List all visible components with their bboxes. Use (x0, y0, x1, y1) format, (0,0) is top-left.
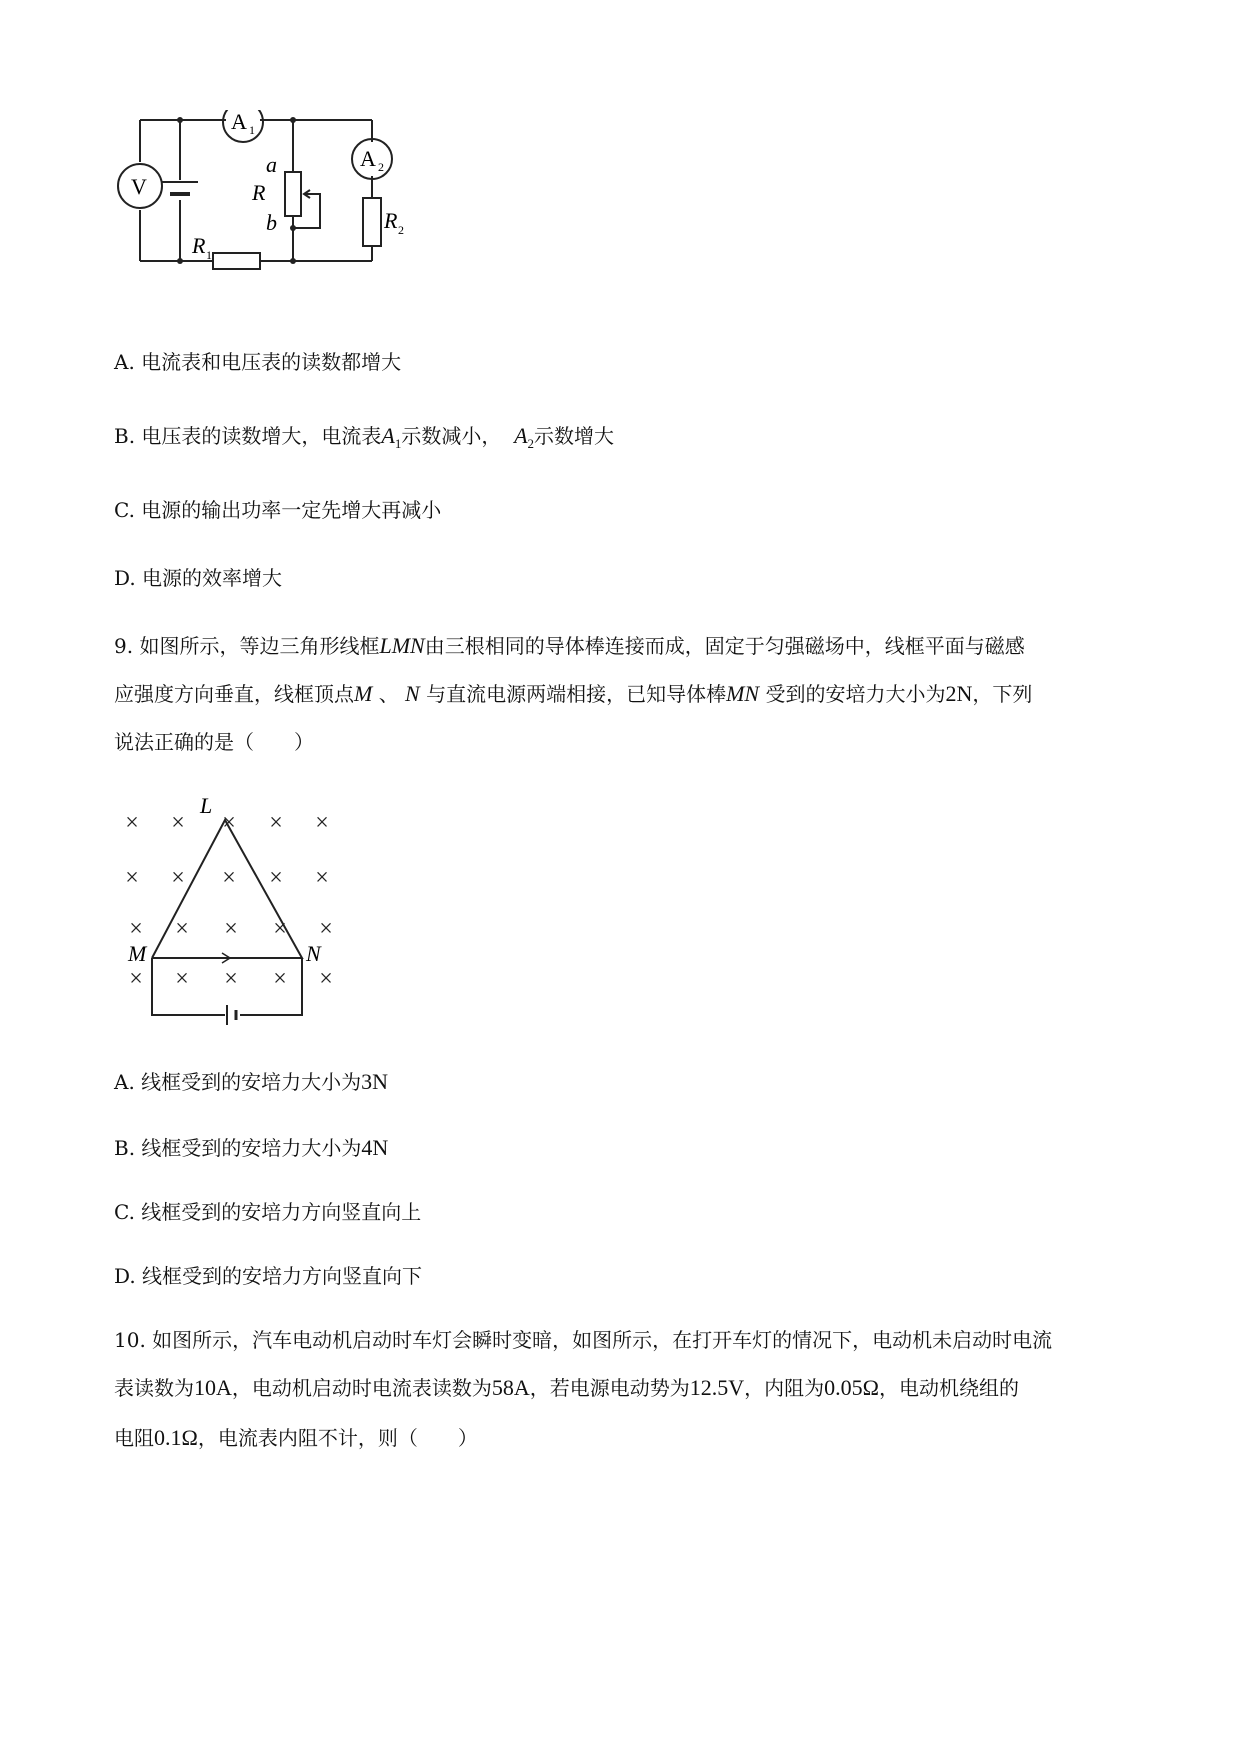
svg-text:×: × (175, 966, 189, 992)
q9-stem-line3: 说法正确的是（ ） (114, 730, 314, 754)
q8-option-b-pre: B. 电压表的读数增大，电流表 (114, 424, 382, 448)
ammeter-a1-sub: 1 (249, 123, 255, 137)
resistor-r2-sub: 2 (398, 223, 404, 237)
svg-text:×: × (269, 865, 283, 891)
q8-option-b-sym2: $A_2$ (514, 423, 535, 451)
voltmeter-label: V (131, 174, 147, 199)
q8-option-c: C. 电源的输出功率一定先增大再减小 (114, 498, 442, 522)
q10-stem-line2: 表读数为10A，电动机启动时电流表读数为58A，若电源电动势为12.5V，内阻为0.05Ω，电动机绕组的 (114, 1375, 1020, 1400)
ammeter-a1-label: A (231, 110, 247, 134)
q8-option-b-post: 示数增大 (534, 424, 615, 448)
resistor-r-label: R (252, 180, 266, 205)
q9-stem-line1: 9. 如图所示，等边三角形线框LMN由三根相同的导体棒连接而成，固定于匀强磁场中，线框平面与磁感 (114, 633, 1025, 658)
q9-stem-line2: 应强度方向垂直，线框顶点M 、 N 与直流电源两端相接，已知导体棒MN 受到的安培力大小为2N，下列 (114, 681, 1033, 706)
vertex-n-label: N (306, 941, 321, 966)
q8-option-b (114, 422, 614, 458)
point-b-label: b (266, 210, 277, 235)
svg-text:×: × (222, 810, 236, 836)
svg-text:×: × (224, 916, 238, 942)
svg-text:×: × (319, 966, 333, 992)
svg-text:×: × (315, 865, 329, 891)
svg-text:×: × (125, 865, 139, 891)
svg-text:×: × (224, 966, 238, 992)
q9-option-b: B. 线框受到的安培力大小为4N (114, 1135, 389, 1160)
magnetic-field-diagram-q9 (112, 785, 352, 1025)
q8-option-d: D. 电源的效率增大 (114, 566, 283, 590)
point-a-label: a (266, 152, 277, 177)
ammeter-a2-label: A (360, 146, 376, 171)
svg-text:×: × (315, 810, 329, 836)
q8-option-a: A. 电流表和电压表的读数都增大 (114, 350, 402, 374)
svg-text:×: × (129, 966, 143, 992)
resistor-r1-sub: 1 (206, 248, 212, 262)
svg-text:×: × (175, 916, 189, 942)
vertex-l-label: L (200, 793, 213, 818)
circuit-diagram-q8 (110, 110, 440, 310)
svg-text:×: × (171, 810, 185, 836)
q10-stem-line1: 10. 如图所示，汽车电动机启动时车灯会瞬时变暗，如图所示，在打开车灯的情况下，电动机未启动时电流 (114, 1328, 1053, 1352)
svg-text:×: × (269, 810, 283, 836)
svg-text:×: × (129, 916, 143, 942)
resistor-r1-label: R (192, 233, 206, 258)
svg-text:×: × (222, 865, 236, 891)
svg-text:×: × (319, 916, 333, 942)
q8-option-b-sym1: $A_1$ (381, 423, 402, 451)
q8-option-b-mid: 示数减小， (401, 424, 502, 448)
svg-text:×: × (171, 865, 185, 891)
resistor-r2-label: R (384, 208, 398, 233)
q9-option-c: C. 线框受到的安培力方向竖直向上 (114, 1200, 422, 1224)
q9-option-a: A. 线框受到的安培力大小为3N (114, 1069, 389, 1094)
svg-text:×: × (273, 916, 287, 942)
svg-text:×: × (273, 966, 287, 992)
vertex-m-label: M (128, 941, 147, 966)
svg-text:×: × (125, 810, 139, 836)
q9-option-d: D. 线框受到的安培力方向竖直向下 (114, 1264, 423, 1288)
q10-stem-line3: 电阻0.1Ω，电流表内阻不计，则（ ） (114, 1425, 478, 1450)
ammeter-a2-sub: 2 (378, 160, 384, 174)
